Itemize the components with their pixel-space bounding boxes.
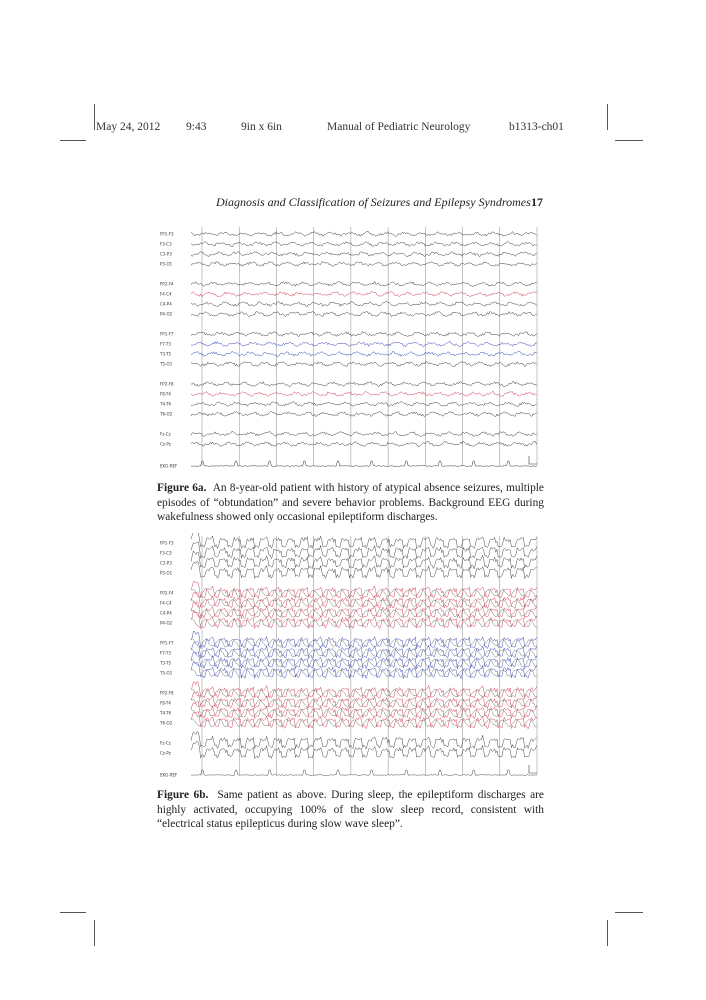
channel-label: FP2-F8 <box>160 381 174 387</box>
channel-label: F7-T3 <box>160 650 171 656</box>
eeg-channel-trace <box>191 342 537 347</box>
channel-label: F3-C3 <box>160 241 172 247</box>
channel-label: P3-O1 <box>160 570 173 576</box>
channel-label: T6-O2 <box>160 720 173 726</box>
eeg-channel-trace <box>191 261 537 266</box>
eeg-channel-trace <box>191 301 537 306</box>
eeg-channel-trace <box>191 561 537 578</box>
eeg-channel-trace <box>191 441 537 446</box>
header-date: May 24, 2012 <box>96 121 161 133</box>
crop-mark <box>615 912 643 913</box>
crop-mark <box>615 140 643 141</box>
running-head: Diagnosis and Classification of Seizures and Epilepsy Syndromes <box>216 195 531 209</box>
figure-label: Figure 6b. <box>157 789 209 801</box>
eeg-channel-trace <box>191 402 537 407</box>
channel-label: EKG-REF <box>160 772 178 778</box>
eeg-channel-trace <box>191 770 537 775</box>
eeg-channel-trace <box>191 649 537 658</box>
eeg-channel-trace <box>191 392 537 397</box>
eeg-channel-trace <box>191 331 537 336</box>
eeg-channel-trace <box>191 242 537 247</box>
crop-mark <box>607 104 608 130</box>
eeg-channel-trace <box>191 232 537 237</box>
crop-mark <box>94 104 95 130</box>
eeg-channel-trace <box>191 281 537 286</box>
scale-bar <box>529 456 537 464</box>
eeg-channel-trace <box>191 732 537 749</box>
channel-label: P4-O2 <box>160 620 173 626</box>
channel-label: T3-T5 <box>160 660 172 666</box>
crop-mark <box>607 920 608 946</box>
scale-bar <box>529 765 537 773</box>
eeg-channel-trace <box>191 291 537 296</box>
eeg-channel-trace <box>191 361 537 366</box>
channel-label: F8-T4 <box>160 700 171 706</box>
channel-label: P4-O2 <box>160 311 173 317</box>
header-chapter-code: b1313-ch01 <box>509 121 564 133</box>
channel-label: C3-P3 <box>160 560 172 566</box>
eeg-channel-trace <box>191 432 537 437</box>
eeg-channel-trace <box>191 702 537 719</box>
channel-label: T5-O1 <box>160 361 173 367</box>
eeg-channel-trace <box>191 412 537 417</box>
channel-label: FP2-F4 <box>160 281 174 287</box>
channel-label: FP2-F4 <box>160 590 174 596</box>
channel-label: EKG-REF <box>160 463 178 469</box>
channel-label: T4-T6 <box>160 401 172 407</box>
channel-label: Cz-Pz <box>160 750 171 756</box>
figure-label: Figure 6a. <box>157 482 207 494</box>
channel-label: F8-T4 <box>160 391 171 397</box>
channel-label: T5-O1 <box>160 670 173 676</box>
channel-label: C4-P4 <box>160 610 172 616</box>
eeg-channel-trace <box>191 669 537 678</box>
channel-label: FP1-F7 <box>160 640 174 646</box>
eeg-channel-trace <box>191 252 537 257</box>
channel-label: F4-C4 <box>160 600 172 606</box>
channel-label: FP1-F3 <box>160 231 174 237</box>
crop-mark <box>60 912 86 913</box>
channel-label: FP1-F3 <box>160 540 174 546</box>
channel-label: T3-T5 <box>160 351 172 357</box>
eeg-channel-trace <box>191 741 537 759</box>
eeg-channel-trace <box>191 551 537 569</box>
eeg-channel-trace <box>191 311 537 316</box>
eeg-channel-trace <box>191 381 537 386</box>
channel-label: Fz-Cz <box>160 431 171 437</box>
channel-label: C4-P4 <box>160 301 172 307</box>
eeg-channel-trace <box>191 581 537 599</box>
page-number: 17 <box>531 195 543 209</box>
eeg-figure-6a <box>157 224 540 474</box>
eeg-figure-6b <box>157 533 540 783</box>
channel-label: Fz-Cz <box>160 740 171 746</box>
channel-label: F7-T3 <box>160 341 171 347</box>
channel-label: FP2-F8 <box>160 690 174 696</box>
figure-caption-6a <box>157 481 544 525</box>
channel-label: Cz-Pz <box>160 441 171 447</box>
eeg-channel-trace <box>191 681 537 698</box>
caption-text: Same patient as above. During sleep, the epileptiform discharges are highly activated, occupying 100% of the slow sleep record, consistent with “electrical status epilepticus during slow wave sleep”. <box>157 789 544 831</box>
eeg-channel-trace <box>191 461 537 466</box>
channel-label: T6-O2 <box>160 411 173 417</box>
channel-label: T4-T6 <box>160 710 172 716</box>
crop-mark <box>94 920 95 946</box>
channel-label: C3-P3 <box>160 251 172 257</box>
channel-label: F3-C3 <box>160 550 172 556</box>
header-time: 9:43 <box>186 121 207 133</box>
caption-text: An 8-year-old patient with history of atypical absence seizures, multiple episodes of “obtundation” and severe behavior problems. Background EEG during wakefulness showed only occasional epileptiform discharges. <box>157 482 544 524</box>
channel-label: P3-O1 <box>160 261 173 267</box>
figure-caption-6b <box>157 788 544 832</box>
header-book-title: Manual of Pediatric Neurology <box>327 121 471 133</box>
eeg-trace-panel <box>157 224 540 474</box>
eeg-channel-trace <box>191 351 537 356</box>
header-trim: 9in x 6in <box>241 121 282 133</box>
channel-label: FP1-F7 <box>160 331 174 337</box>
eeg-channel-trace <box>191 533 537 549</box>
eeg-channel-trace <box>191 631 537 649</box>
crop-mark <box>60 140 86 141</box>
eeg-trace-panel <box>157 533 540 783</box>
channel-label: F4-C4 <box>160 291 172 297</box>
